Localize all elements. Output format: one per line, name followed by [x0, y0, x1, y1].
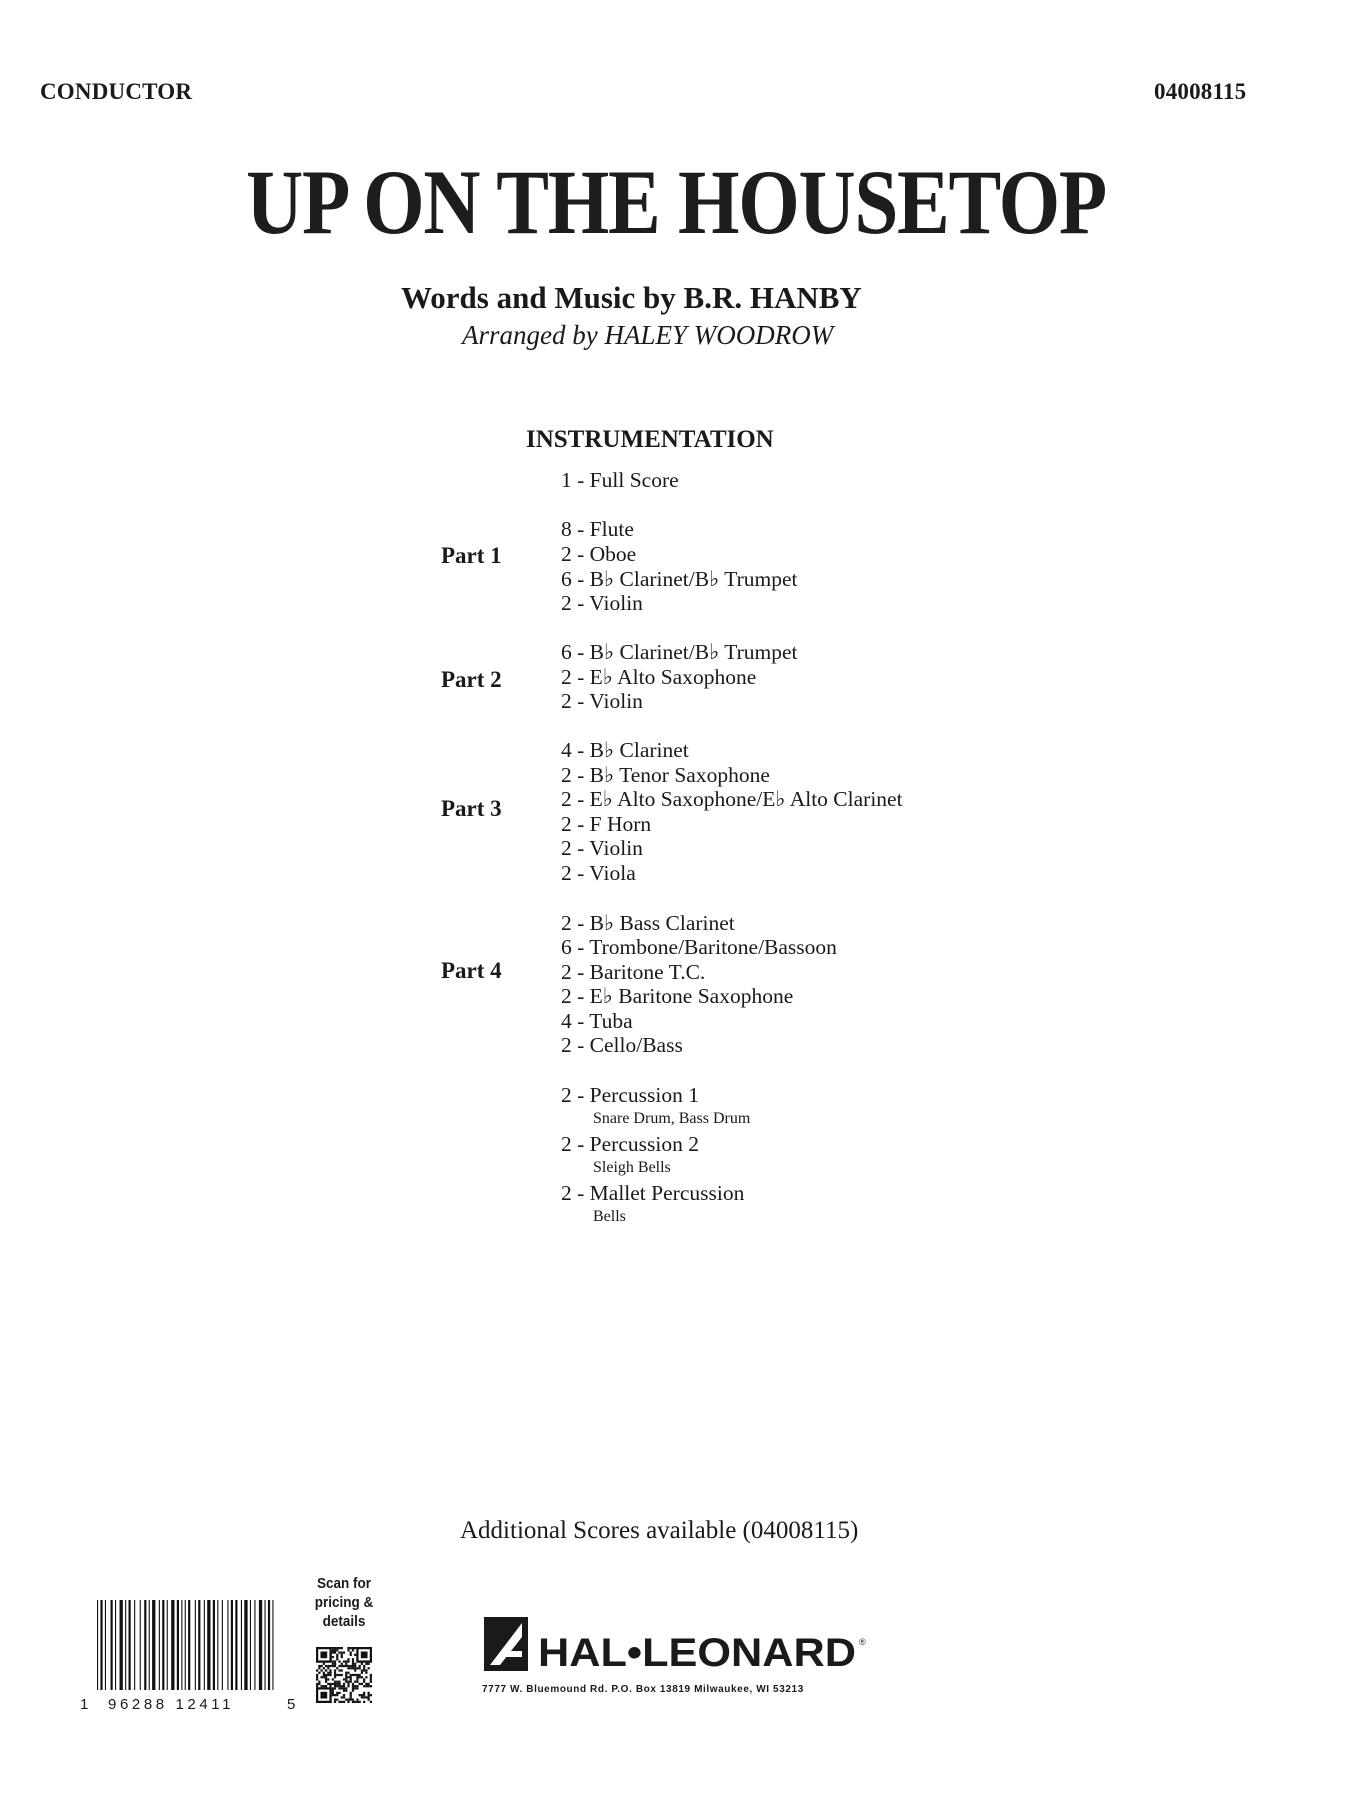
part-1-item: 6 - B♭ Clarinet/B♭ Trumpet — [561, 567, 798, 591]
part-4-item: 6 - Trombone/Baritone/Bassoon — [561, 935, 837, 959]
header-catalog-number: 04008115 — [1154, 79, 1247, 104]
part-3-label: Part 3 — [441, 796, 502, 821]
barcode-right-digit: 5 — [287, 1696, 296, 1713]
publisher-address: 7777 W. Bluemound Rd. P.O. Box 13819 Milwaukee, WI 53213 — [482, 1684, 804, 1695]
svg-text:®: ® — [859, 1637, 866, 1647]
part-2-item: 2 - E♭ Alto Saxophone — [561, 665, 757, 689]
percussion-1-item: 2 - Percussion 1 — [561, 1083, 699, 1107]
instrumentation-heading: INSTRUMENTATION — [526, 426, 774, 453]
part-3-item: 2 - Viola — [561, 861, 636, 885]
composer-credit: Words and Music by B.R. HANBY — [401, 280, 862, 315]
page-title: UP ON THE HOUSETOP — [246, 151, 1106, 253]
publisher-logo — [482, 1615, 872, 1675]
arranger-credit: Arranged by HALEY WOODROW — [462, 320, 834, 350]
scan-prompt — [308, 1574, 380, 1632]
part-1-item: 2 - Oboe — [561, 542, 637, 566]
part-3-item: 2 - E♭ Alto Saxophone/E♭ Alto Clarinet — [561, 787, 903, 811]
percussion-2-item: 2 - Percussion 2 — [561, 1132, 699, 1156]
part-1-item: 8 - Flute — [561, 517, 634, 541]
part-3-item: 2 - F Horn — [561, 812, 652, 836]
part-3-item: 2 - B♭ Tenor Saxophone — [561, 763, 770, 787]
part-4-item: 2 - Baritone T.C. — [561, 960, 706, 984]
part-3-item: 2 - Violin — [561, 836, 643, 860]
part-4-item: 2 - E♭ Baritone Saxophone — [561, 984, 794, 1008]
barcode-image — [95, 1600, 283, 1690]
full-score-item: 1 - Full Score — [561, 468, 679, 492]
part-2-item: 6 - B♭ Clarinet/B♭ Trumpet — [561, 640, 798, 664]
additional-scores-note: Additional Scores available (04008115) — [460, 1517, 859, 1544]
part-2-label: Part 2 — [441, 667, 502, 692]
part-1-label: Part 1 — [441, 543, 502, 568]
header-conductor-label: CONDUCTOR — [40, 79, 193, 104]
barcode-left-digit: 1 — [80, 1696, 89, 1713]
part-3-item: 4 - B♭ Clarinet — [561, 738, 689, 762]
scan-prompt-line: pricing & — [314, 1594, 374, 1612]
part-1-item: 2 - Violin — [561, 591, 643, 615]
part-4-item: 2 - B♭ Bass Clarinet — [561, 911, 735, 935]
percussion-2-note: Sleigh Bells — [593, 1159, 671, 1176]
part-2-item: 2 - Violin — [561, 689, 643, 713]
mallet-percussion-note: Bells — [593, 1208, 626, 1225]
barcode-digits: 96288 12411 — [108, 1696, 235, 1713]
scan-prompt-line: details — [322, 1613, 366, 1631]
qr-code-image[interactable] — [316, 1647, 372, 1703]
scan-prompt-line: Scan for — [316, 1575, 371, 1592]
part-4-item: 2 - Cello/Bass — [561, 1033, 683, 1057]
percussion-1-note: Snare Drum, Bass Drum — [593, 1110, 751, 1127]
mallet-percussion-item: 2 - Mallet Percussion — [561, 1181, 745, 1205]
part-4-label: Part 4 — [441, 958, 502, 983]
publisher-name: HAL•LEONARD — [538, 1631, 856, 1675]
part-4-item: 4 - Tuba — [561, 1009, 633, 1033]
